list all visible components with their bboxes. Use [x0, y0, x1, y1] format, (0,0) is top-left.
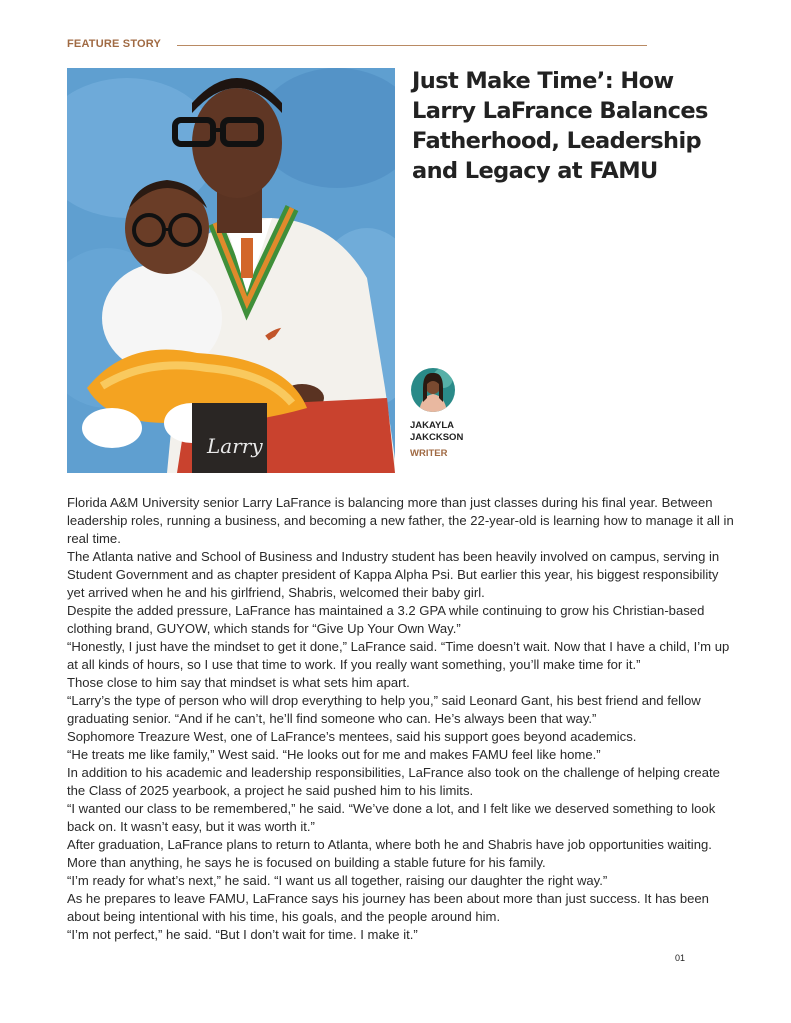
section-rule	[177, 45, 647, 46]
page-number: 01	[675, 953, 686, 963]
article-paragraph: “I’m not perfect,” he said. “But I don’t wait for time. I make it.”	[67, 927, 418, 942]
section-label: FEATURE STORY	[67, 38, 162, 50]
article-paragraph: After graduation, LaFrance plans to return to Atlanta, where both he and Shabris have job opportunities waiting. More than anything, he says he is focused on building a stable future for his family.	[67, 837, 712, 870]
article-paragraph: The Atlanta native and School of Business and Industry student has been heavily involved on campus, serving in Student Government and as chapter president of Kappa Alpha Psi. But earlier this year, his biggest responsibility yet arrived when he and his girlfriend, Shabris, welcomed their baby girl.	[67, 549, 720, 600]
article-paragraph: “He treats me like family,” West said. “He looks out for me and makes FAMU feel like home.”	[67, 747, 601, 762]
article-paragraph: “I’m ready for what’s next,” he said. “I want us all together, raising our daughter the right way.”	[67, 873, 608, 888]
writer-role: WRITER	[410, 448, 448, 459]
writer-avatar	[411, 368, 455, 412]
article-paragraph: “Larry’s the type of person who will drop everything to help you,” said Leonard Gant, his best friend and fellow graduating senior. “And if he can’t, he’ll find someone who can. He’s always been that way.”	[67, 693, 701, 726]
article-paragraph: Sophomore Treazure West, one of LaFrance’s mentees, said his support goes beyond academics.	[67, 729, 637, 744]
article-headline: Just Make Time’: How Larry LaFrance Balances Fatherhood, Leadership and Legacy at FAMU	[412, 68, 708, 184]
photo-sign-text: Larry	[207, 434, 263, 458]
feature-photo	[67, 68, 395, 473]
writer-name: JAKAYLA JAKCKSON	[410, 420, 464, 443]
article-paragraph: In addition to his academic and leadership responsibilities, LaFrance also took on the challenge of helping create the Class of 2025 yearbook, a project he said pushed him to his limits.	[67, 765, 720, 798]
article-paragraph: Those close to him say that mindset is what sets him apart.	[67, 675, 410, 690]
article-paragraph: Despite the added pressure, LaFrance has maintained a 3.2 GPA while continuing to grow his Christian-based clothing brand, GUYOW, which stands for “Give Up Your Own Way.”	[67, 603, 705, 636]
article-paragraph: As he prepares to leave FAMU, LaFrance says his journey has been about more than just success. It has been about being intentional with his time, his goals, and the people around him.	[67, 891, 709, 924]
article-body	[67, 494, 737, 944]
article-paragraph: “I wanted our class to be remembered,” he said. “We’ve done a lot, and I felt like we deserved something to look back on. It wasn’t easy, but it was worth it.”	[67, 801, 716, 834]
article-paragraph: Florida A&M University senior Larry LaFrance is balancing more than just classes during his final year. Between leadership roles, running a business, and becoming a new father, the 22-year-old is learning how to manage it all in real time.	[67, 495, 734, 546]
article-paragraph: “Honestly, I just have the mindset to get it done,” LaFrance said. “Time doesn’t wait. Now that I have a child, I’m up at all kinds of hours, so I use that time to work. If you really want something, you’ll make time for it.”	[67, 639, 730, 672]
